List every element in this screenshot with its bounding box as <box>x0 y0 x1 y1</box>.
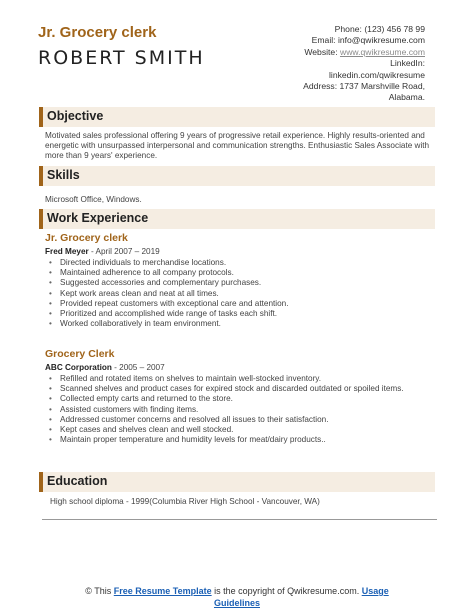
job-1-dates: - April 2007 – 2019 <box>88 247 160 256</box>
usage-guidelines-link-2[interactable]: Guidelines <box>213 598 260 608</box>
footer-prefix: © This <box>85 586 114 596</box>
job-1-employer-line <box>45 247 160 256</box>
email-value: info@qwikresume.com <box>337 35 425 46</box>
list-item: • Collected empty carts and returned to the store. <box>47 394 437 404</box>
contact-website <box>225 47 425 58</box>
education-divider <box>42 519 437 520</box>
job-2-employer: ABC Corporation <box>45 363 112 372</box>
education-section-header <box>39 472 435 492</box>
list-item: • Refilled and rotated items on shelves to maintain well-stocked inventory. <box>47 374 437 384</box>
address-label: Address: <box>303 81 338 92</box>
usage-guidelines-link-1[interactable]: Usage <box>361 586 389 596</box>
contact-block <box>225 24 425 104</box>
experience-section-header <box>39 209 435 229</box>
skills-heading: Skills <box>47 168 80 182</box>
contact-phone <box>225 24 425 35</box>
list-item: • Maintained adherence to all company protocols. <box>47 268 437 278</box>
phone-value: (123) 456 78 99 <box>364 24 425 34</box>
job-2-title: Grocery Clerk <box>45 348 115 360</box>
job-1-bullets <box>47 258 437 329</box>
footer-middle: is the copyright of Qwikresume.com. <box>211 586 362 596</box>
job-1-employer: Fred Meyer <box>45 247 89 256</box>
list-item: • Kept work areas clean and neat at all times. <box>47 289 437 299</box>
linkedin-label: LinkedIn: <box>390 58 425 69</box>
experience-heading: Work Experience <box>47 211 149 225</box>
list-item: • Worked collaboratively in team environment. <box>47 319 437 329</box>
list-item: • Provided repeat customers with exceptional care and attention. <box>47 299 437 309</box>
objective-heading: Objective <box>47 109 104 123</box>
objective-text: Motivated sales professional offering 9 years of progressive retail experience. Highly results-oriented and energetic with unsurpassed interpersonal and communication strengths. Enthusiastic Sales Associate with more than 9 years' experience. <box>45 131 430 161</box>
list-item: • Suggested accessories and complementary purchases. <box>47 278 437 288</box>
list-item: • Prioritized and accomplished wide range of tasks each shift. <box>47 309 437 319</box>
address-line1: 1737 Marshville Road, <box>339 81 425 92</box>
email-label: Email: <box>311 35 336 46</box>
free-resume-template-link[interactable]: Free Resume Template <box>113 586 212 596</box>
objective-section-header <box>39 107 435 127</box>
contact-address <box>225 81 425 92</box>
list-item: • Kept cases and shelves clean and well stocked. <box>47 425 437 435</box>
education-text: High school diploma - 1999(Columbia River High School - Vancouver, WA) <box>50 497 320 506</box>
job-title: Jr. Grocery clerk <box>38 24 157 41</box>
job-2-dates: - 2005 – 2007 <box>111 363 165 372</box>
skills-text: Microsoft Office, Windows. <box>45 195 142 204</box>
address-line2: Alabama. <box>388 92 425 103</box>
list-item: • Assisted customers with finding items. <box>47 405 437 415</box>
candidate-name: ROBERT SMITH <box>38 47 205 69</box>
education-heading: Education <box>47 474 108 488</box>
list-item: • Scanned shelves and product cases for expired stock and discarded outdated or spoiled items. <box>47 384 437 394</box>
contact-email <box>225 35 425 46</box>
job-2-bullets <box>47 374 437 445</box>
job-2-employer-line <box>45 363 165 372</box>
copyright-footer <box>30 585 444 609</box>
website-label: Website: <box>304 46 338 57</box>
list-item: • Addressed customer concerns and resolved all issues to their satisfaction. <box>47 415 437 425</box>
list-item: • Maintain proper temperature and humidity levels for meat/dairy products.. <box>47 435 437 445</box>
list-item: • Directed individuals to merchandise locations. <box>47 258 437 268</box>
linkedin-value: linkedin.com/qwikresume <box>329 69 425 80</box>
job-1-title: Jr. Grocery clerk <box>45 232 128 244</box>
skills-section-header <box>39 166 435 186</box>
phone-label: Phone: <box>334 24 362 34</box>
website-link[interactable]: www.qwikresume.com <box>339 46 425 57</box>
